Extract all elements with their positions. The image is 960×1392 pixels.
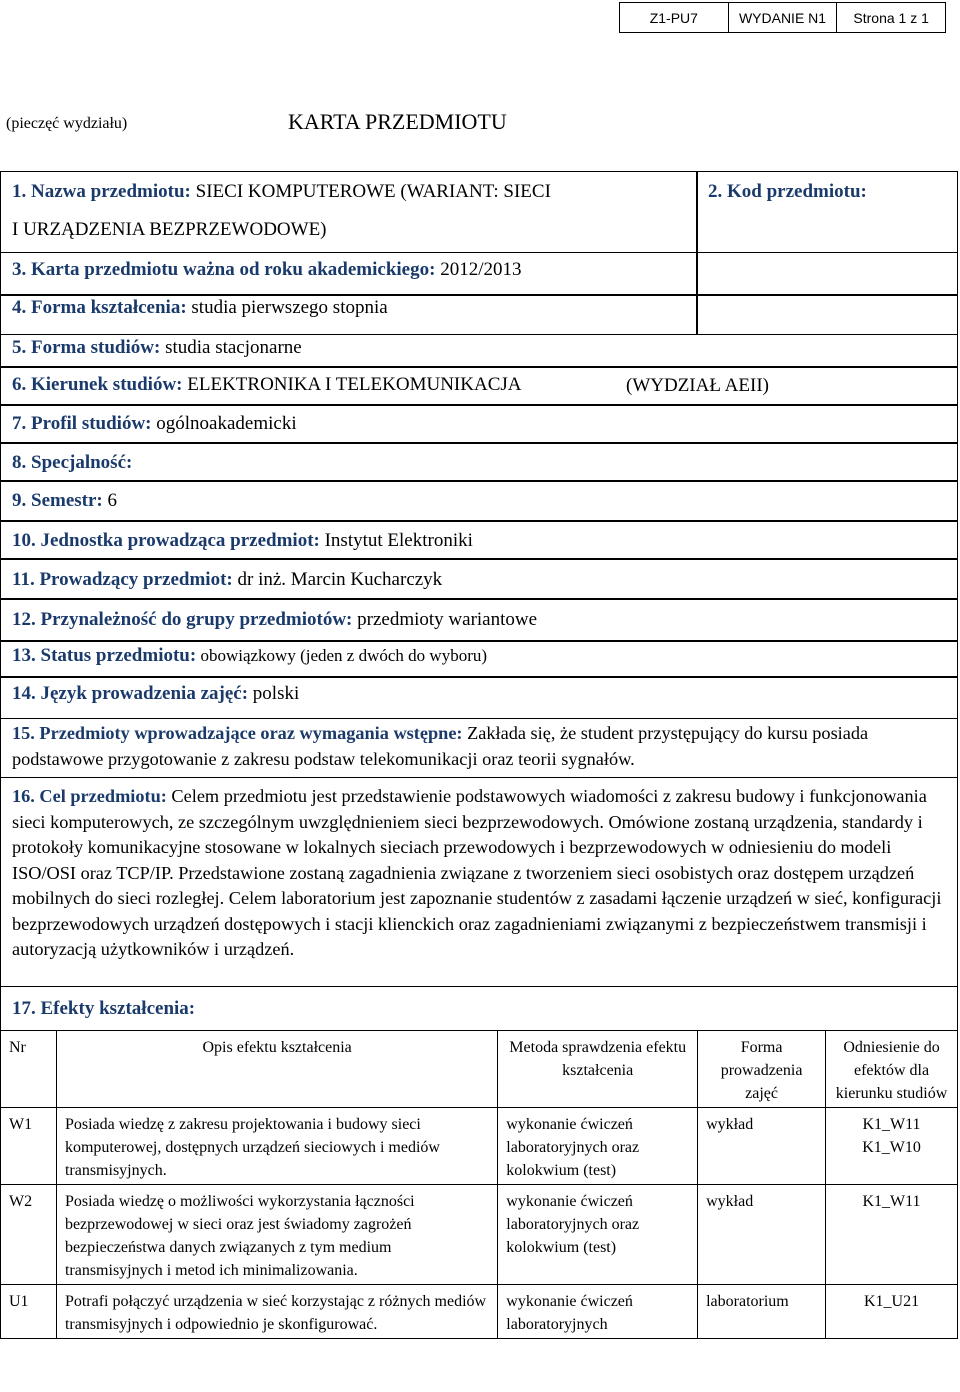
divider	[0, 294, 958, 296]
divider	[0, 442, 958, 444]
document-header	[619, 2, 946, 33]
field-learning-outcomes: 17. Efekty kształcenia:	[12, 998, 196, 1019]
field-subject-name: 1. Nazwa przedmiotu: SIECI KOMPUTEROWE (WARIANT: SIECI	[12, 181, 551, 202]
field-study-form: 4. Forma kształcenia: studia pierwszego stopnia	[12, 297, 388, 318]
col-nr: Nr	[1, 1031, 57, 1108]
field-prerequisites: 15. Przedmioty wprowadzające oraz wymagania wstępne: Zakłada się, że student przystępujący do kursu posiada podstawowe przygotowanie z zakresu podstaw telekomunikacji oraz teorii sygnałów.	[12, 723, 869, 769]
divider	[0, 640, 958, 642]
table-row: U1 Potrafi połączyć urządzenia w sieć korzystając z różnych mediów transmisyjnych i odpowiednio je skonfigurować. wykonanie ćwiczeń laboratoryjnych laboratorium K1_U21	[1, 1285, 958, 1339]
col-method: Metoda sprawdzenia efektu kształcenia	[498, 1031, 698, 1108]
field-status: 13. Status przedmiotu: obowiązkowy (jeden z dwóch do wyboru)	[12, 645, 488, 666]
table-row: W2 Posiada wiedzę o możliwości wykorzystania łączności bezprzewodowej w sieci oraz jest świadomy zagrożeń bezpieczeństwa danych związanych z tym medium transmisyjnych i metod ich minimalizowania. wykonanie ćwiczeń laboratoryjnych oraz kolokwium (test) wykład K1_W11	[1, 1185, 958, 1285]
edition: WYDANIE N1	[729, 3, 838, 32]
table-row: W1 Posiada wiedzę z zakresu projektowania i budowy sieci komputerowej, dostępnych urządzeń sieciowych i mediów transmisyjnych. wykonanie ćwiczeń laboratoryjnych oraz kolokwium (test) wykład K1_W11 K1_W10	[1, 1108, 958, 1185]
field-unit: 10. Jednostka prowadząca przedmiot: Instytut Elektroniki	[12, 530, 473, 551]
divider	[0, 558, 958, 560]
field-subject-name-cont: I URZĄDZENIA BEZPRZEWODOWE)	[12, 219, 327, 240]
field-specialty: 8. Specjalność:	[12, 452, 133, 473]
field-valid-from: 3. Karta przedmiotu ważna od roku akademickiego: 2012/2013	[12, 259, 522, 280]
col-reference: Odniesienie do efektów dla kierunku studiów	[826, 1031, 958, 1108]
divider	[0, 480, 958, 482]
field-field-of-study: 6. Kierunek studiów: ELEKTRONIKA I TELEKOMUNIKACJA	[12, 374, 522, 395]
field-faculty: (WYDZIAŁ AEII)	[626, 375, 769, 396]
field-lecturer: 11. Prowadzący przedmiot: dr inż. Marcin Kucharczyk	[12, 569, 443, 590]
divider	[0, 404, 958, 406]
divider	[0, 598, 958, 600]
col-form: Forma prowadzenia zajęć	[698, 1031, 826, 1108]
field-subject-group: 12. Przynależność do grupy przedmiotów: przedmioty wariantowe	[12, 609, 538, 630]
field-course-goal: 16. Cel przedmiotu: Celem przedmiotu jest przedstawienie podstawowych wiadomości z zakresu budowy i funkcjonowania sieci komputerowych, ze szczególnym uwzględnieniem sieci bezprzewodowych. Omówione zostaną urządzenia, standardy i protokoły komunikacyjne stosowane w lokalnych sieciach przewodowych i bezprzewodowych w odniesieniu do modeli ISO/OSI oraz TCP/IP. Przedstawione zostaną zagadnienia związane z tworzeniem sieci osobistych oraz dostępem urządzeń mobilnych do sieci rozległej. Celem laboratorium jest zapoznanie studentów z zasadami łączenie urządzeń w sieć, konfiguracji bezprzewodowych urządzeń dostępowych i stacji klienckich oraz zagadnieniami związanymi z bezpieczeństwem transmisji i autoryzacją użytkowników i urządzeń.	[12, 786, 942, 959]
field-semester: 9. Semestr: 6	[12, 490, 117, 511]
faculty-stamp: (pieczęć wydziału)	[6, 115, 128, 132]
field-subject-code: 2. Kod przedmiotu:	[708, 181, 867, 202]
field-language: 14. Język prowadzenia zajęć: polski	[12, 683, 300, 704]
divider	[0, 676, 958, 678]
page-title: KARTA PRZEDMIOTU	[288, 109, 507, 134]
form-code: Z1-PU7	[620, 3, 729, 32]
col-description: Opis efektu kształcenia	[56, 1031, 497, 1108]
table-header-row	[1, 1031, 958, 1108]
divider	[0, 366, 958, 368]
field-study-mode: 5. Forma studiów: studia stacjonarne	[12, 337, 302, 358]
field-profile: 7. Profil studiów: ogólnoakademicki	[12, 413, 297, 434]
page-number: Strona 1 z 1	[853, 9, 929, 26]
divider	[0, 520, 958, 522]
learning-outcomes-table	[0, 1030, 958, 1339]
